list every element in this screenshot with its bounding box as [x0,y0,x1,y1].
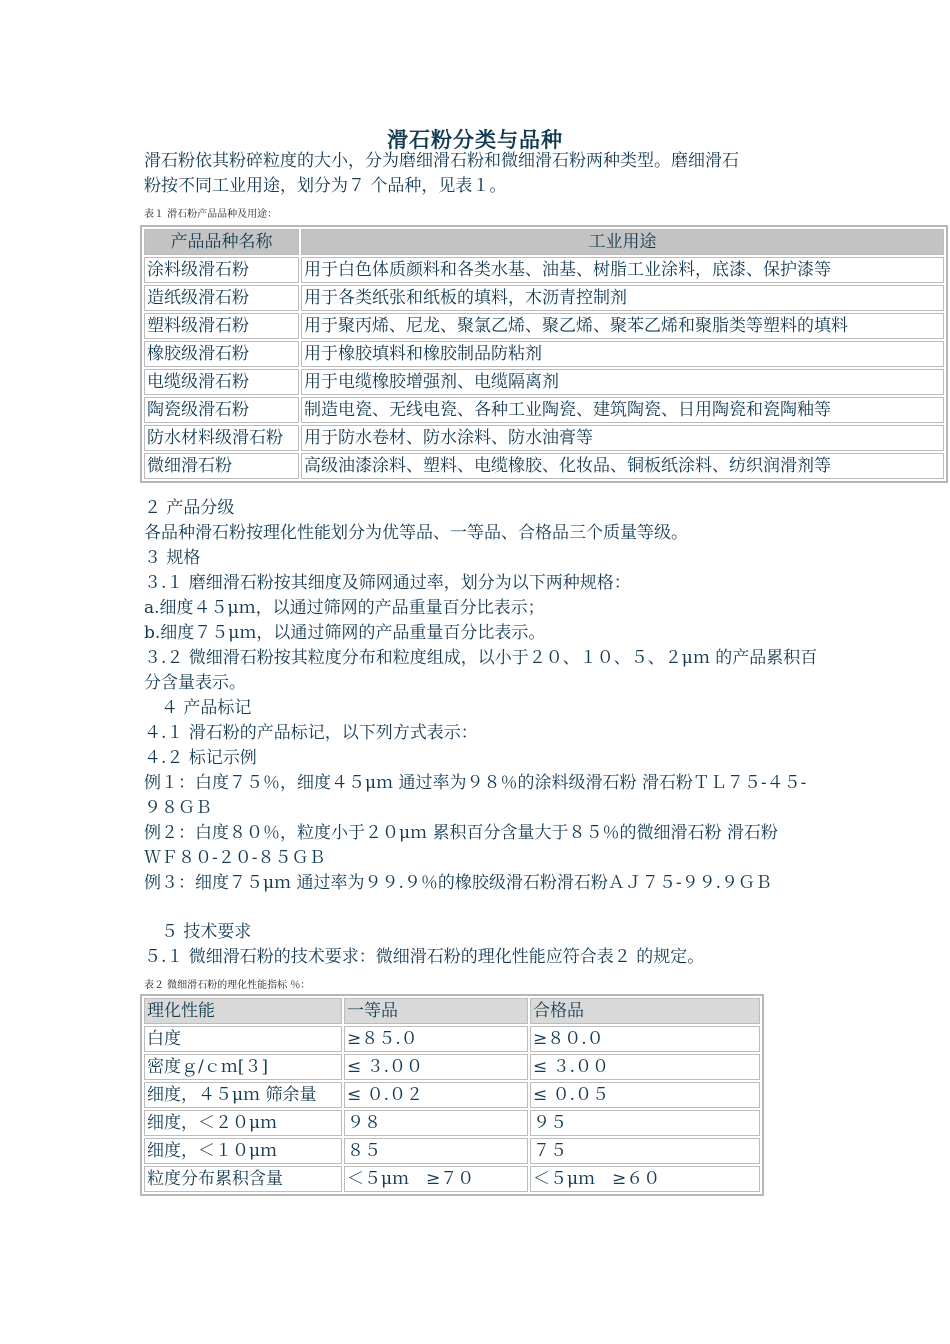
table-row [144,1026,760,1052]
table2-header: 一等品 [344,998,528,1024]
paragraph-line: ３.２ 微细滑石粉按其粒度分布和粒度组成，以小于２０、１０、５、２μｍ 的产品累积百 [144,648,818,668]
table-cell: ≤ ３.００ [530,1054,760,1080]
section-heading: ２ 产品分级 [144,498,235,518]
table1-header: 工业用途 [301,229,944,255]
table2-caption: 表２ 微细滑石粉的理化性能指标 ％： [144,980,311,991]
paragraph-line: ５.１ 微细滑石粉的技术要求：微细滑石粉的理化性能应符合表２ 的规定。 [144,947,705,967]
table-cell: ９８ [344,1110,528,1136]
table-cell: 细度，＜２０μｍ [144,1110,342,1136]
table-cell: ≥８５.０ [344,1026,528,1052]
table2-header: 理化性能 [144,998,342,1024]
paragraph-line: ４.１ 滑石粉的产品标记，以下列方式表示： [144,723,478,743]
table2-header: 合格品 [530,998,760,1024]
table-cell: ≤ ３.００ [344,1054,528,1080]
table-row [144,369,944,395]
table1-header: 产品品种名称 [144,229,299,255]
paragraph-line: a.细度４５μｍ，以通过筛网的产品重量百分比表示； [144,598,545,618]
paragraph-line: 例３：细度７５μｍ 通过率为９９.９％的橡胶级滑石粉滑石粉ＡＪ７５-９９.９ＧＢ [144,873,773,893]
table-cell: 高级油漆涂料、塑料、电缆橡胶、化妆品、铜板纸涂料、纺织润滑剂等 [301,453,944,479]
table-row [144,257,944,283]
paragraph-line: 例１：白度７５％，细度４５μｍ 通过率为９８％的涂料级滑石粉 滑石粉ＴＬ７５-４５- [144,773,807,793]
table-cell: 粒度分布累积含量 [144,1166,342,1192]
section-heading: ４ 产品标记 [144,698,252,718]
table-row [144,341,944,367]
table-row [144,285,944,311]
table-cell: 细度，＜１０μｍ [144,1138,342,1164]
table1-caption: 表１ 滑石粉产品品种及用途： [144,209,278,220]
table-row [144,1110,760,1136]
paragraph-line: ３.１ 磨细滑石粉按其细度及筛网通过率，划分为以下两种规格： [144,573,631,593]
section-heading: ３ 规格 [144,548,201,568]
table-row [144,425,944,451]
paragraph-line: 各品种滑石粉按理化性能划分为优等品、一等品、合格品三个质量等级。 [144,523,688,543]
table-row [144,453,944,479]
paragraph-line: ９８ＧＢ [144,798,212,818]
table-cell: ≤ ０.０５ [530,1082,760,1108]
table-cell: 涂料级滑石粉 [144,257,299,283]
doc-title: 滑石粉分类与品种 [387,127,563,152]
intro-line-2: 粉按不同工业用途，划分为７ 个品种，见表１。 [144,176,507,196]
table-cell: 用于电缆橡胶增强剂、电缆隔离剂 [301,369,944,395]
table-cell: ７５ [530,1138,760,1164]
table-cell: 密度ｇ/ｃｍ[３] [144,1054,342,1080]
table-row [144,1054,760,1080]
intro-line-1: 滑石粉依其粉碎粒度的大小，分为磨细滑石粉和微细滑石粉两种类型。磨细滑石 [144,151,739,171]
table-row [144,1082,760,1108]
table-cell: 电缆级滑石粉 [144,369,299,395]
table-cell: 防水材料级滑石粉 [144,425,299,451]
table-cell: 用于各类纸张和纸板的填料，木沥青控制剂 [301,285,944,311]
table-cell: 陶瓷级滑石粉 [144,397,299,423]
table-cell: 细度，４５μｍ 筛余量 [144,1082,342,1108]
paragraph-line: 例２：白度８０％，粒度小于２０μｍ 累积百分含量大于８５％的微细滑石粉 滑石粉 [144,823,778,843]
table-row [144,1138,760,1164]
table-cell: ≥８０.０ [530,1026,760,1052]
table-row [144,1166,760,1192]
table-cell: ８５ [344,1138,528,1164]
table-row [144,313,944,339]
table-cell: ＜５μｍ ≥７０ [344,1166,528,1192]
paragraph-line: ４.２ 标记示例 [144,748,257,768]
table-cell: 橡胶级滑石粉 [144,341,299,367]
table-cell: 白度 [144,1026,342,1052]
table-cell: ≤ ０.０２ [344,1082,528,1108]
paragraph-line: 分含量表示。 [144,673,246,693]
table1 [140,225,948,483]
section-heading: ５ 技术要求 [144,922,252,942]
table-cell: 用于聚丙烯、尼龙、聚氯乙烯、聚乙烯、聚苯乙烯和聚脂类等塑料的填料 [301,313,944,339]
table-cell: ９５ [530,1110,760,1136]
table-row [144,397,944,423]
table-cell: 塑料级滑石粉 [144,313,299,339]
table1-header-row [144,229,944,255]
table-cell: 制造电瓷、无线电瓷、各种工业陶瓷、建筑陶瓷、日用陶瓷和瓷陶釉等 [301,397,944,423]
table-cell: 用于防水卷材、防水涂料、防水油膏等 [301,425,944,451]
paragraph-line: b.细度７５μｍ，以通过筛网的产品重量百分比表示。 [144,623,546,643]
table-cell: 造纸级滑石粉 [144,285,299,311]
paragraph-line: ＷＦ８０-２０-８５ＧＢ [144,848,326,868]
table-cell: 微细滑石粉 [144,453,299,479]
table-cell: 用于橡胶填料和橡胶制品防粘剂 [301,341,944,367]
table2 [140,994,764,1196]
table-cell: ＜５μｍ ≥６０ [530,1166,760,1192]
table2-header-row [144,998,760,1024]
table-cell: 用于白色体质颜料和各类水基、油基、树脂工业涂料，底漆、保护漆等 [301,257,944,283]
